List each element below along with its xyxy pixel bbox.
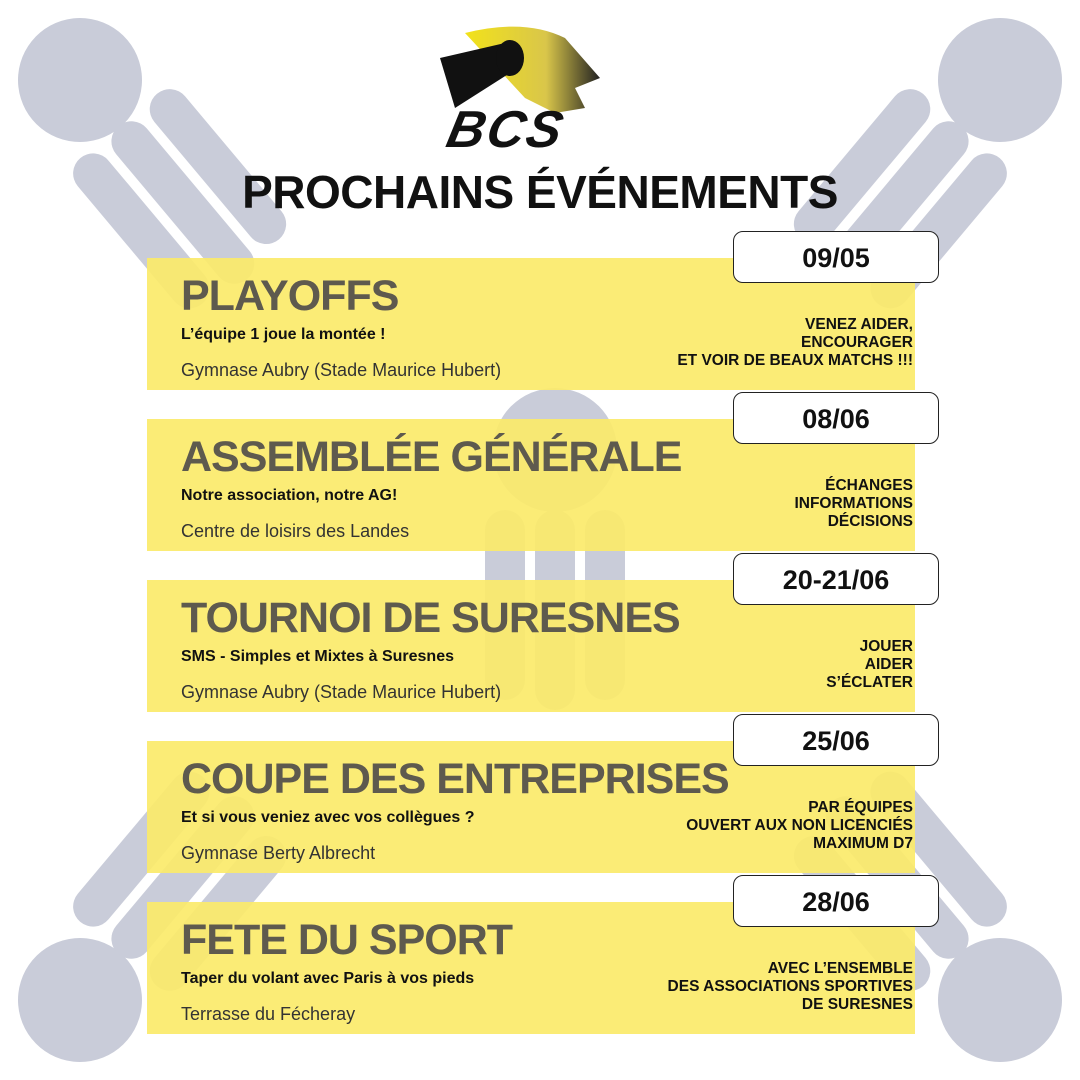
event-date: 09/05 [733, 231, 939, 283]
event-date: 25/06 [733, 714, 939, 766]
event-subtitle: Taper du volant avec Paris à vos pieds [181, 970, 475, 987]
logo-text: BCS [441, 101, 570, 159]
event-subtitle: SMS - Simples et Mixtes à Suresnes [181, 648, 454, 665]
event-date: 28/06 [733, 875, 939, 927]
event-place: Centre de loisirs des Landes [181, 521, 410, 541]
event-subtitle: Notre association, notre AG! [181, 487, 398, 504]
event-place: Gymnase Berty Albrecht [181, 843, 376, 863]
event-place: Gymnase Aubry (Stade Maurice Hubert) [181, 682, 502, 702]
page-title: PROCHAINS ÉVÉNEMENTS [242, 166, 838, 218]
event-place: Terrasse du Fécheray [181, 1004, 356, 1024]
event-note: VENEZ AIDER, ENCOURAGER ET VOIR DE BEAUX MATCHS !!! [677, 316, 913, 369]
event-subtitle: L’équipe 1 joue la montée ! [181, 326, 386, 343]
event-date: 20-21/06 [733, 553, 939, 605]
event-title: COUPE DES ENTREPRISES [181, 755, 729, 803]
event-date: 08/06 [733, 392, 939, 444]
event-note: ÉCHANGES INFORMATIONS DÉCISIONS [794, 477, 913, 530]
event-title: FETE DU SPORT [181, 916, 513, 964]
event-note: AVEC L’ENSEMBLE DES ASSOCIATIONS SPORTIVES DE SURESNES [667, 960, 913, 1013]
event-note: PAR ÉQUIPES OUVERT AUX NON LICENCIÉS MAXIMUM D7 [686, 799, 913, 852]
event-title: PLAYOFFS [181, 272, 399, 320]
event-place: Gymnase Aubry (Stade Maurice Hubert) [181, 360, 502, 380]
event-title: ASSEMBLÉE GÉNÉRALE [181, 433, 682, 481]
event-subtitle: Et si vous veniez avec vos collègues ? [181, 809, 475, 826]
event-title: TOURNOI DE SURESNES [181, 594, 680, 642]
event-note: JOUER AIDER S’ÉCLATER [826, 638, 913, 691]
